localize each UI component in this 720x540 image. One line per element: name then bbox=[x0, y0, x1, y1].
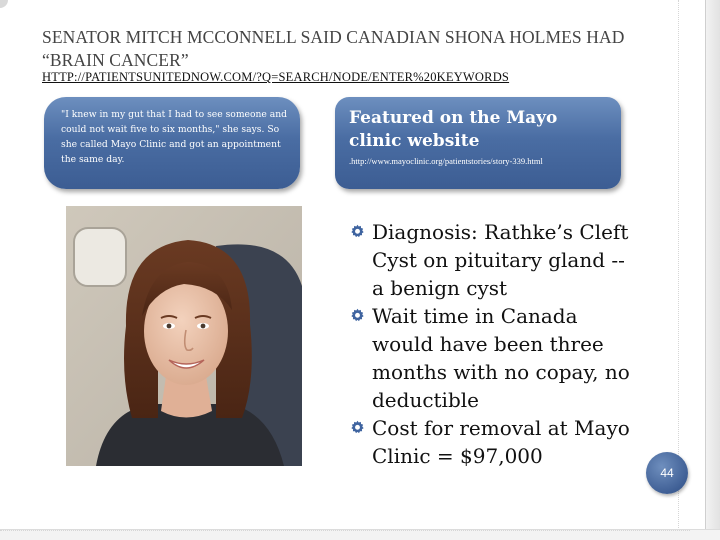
gear-bullet-icon bbox=[350, 224, 365, 239]
bullet-list bbox=[350, 218, 640, 470]
gear-bullet-icon bbox=[350, 420, 365, 435]
bullet-text: Diagnosis: Rathke’s Cleft Cyst on pituitary gland -- a benign cyst bbox=[372, 220, 629, 300]
page-number-badge: 44 bbox=[646, 452, 688, 494]
list-item bbox=[350, 218, 640, 302]
list-item bbox=[350, 302, 640, 414]
gear-bullet-icon bbox=[350, 308, 365, 323]
frame-bottom-border bbox=[0, 529, 720, 540]
mayo-heading: Featured on the Mayo clinic website bbox=[349, 108, 558, 151]
frame-right-border bbox=[705, 0, 720, 540]
patient-photo bbox=[66, 206, 302, 466]
source-url-link[interactable]: HTTP://PATIENTSUNITEDNOW.COM/?Q=SEARCH/NODE/ENTER%20KEYWORDS bbox=[42, 70, 510, 84]
frame-corner bbox=[0, 0, 8, 8]
list-item bbox=[350, 414, 640, 470]
mayo-feature-box bbox=[335, 97, 621, 189]
mayo-url-link[interactable]: .http://www.mayoclinic.org/patientstories/story-339.html bbox=[349, 156, 543, 166]
bullet-text: Wait time in Canada would have been three months with no copay, no deductible bbox=[372, 304, 630, 412]
quote-text: "I knew in my gut that I had to see someone and could not wait five to six months," she says. So she called Mayo Clinic and got an appointment the same day. bbox=[61, 109, 288, 165]
slide-title: SENATOR MITCH MCCONNELL SAID CANADIAN SHONA HOLMES HAD “BRAIN CANCER” bbox=[42, 27, 625, 70]
bullet-text: Cost for removal at Mayo Clinic = $97,000 bbox=[372, 416, 630, 468]
quote-box bbox=[44, 97, 300, 189]
